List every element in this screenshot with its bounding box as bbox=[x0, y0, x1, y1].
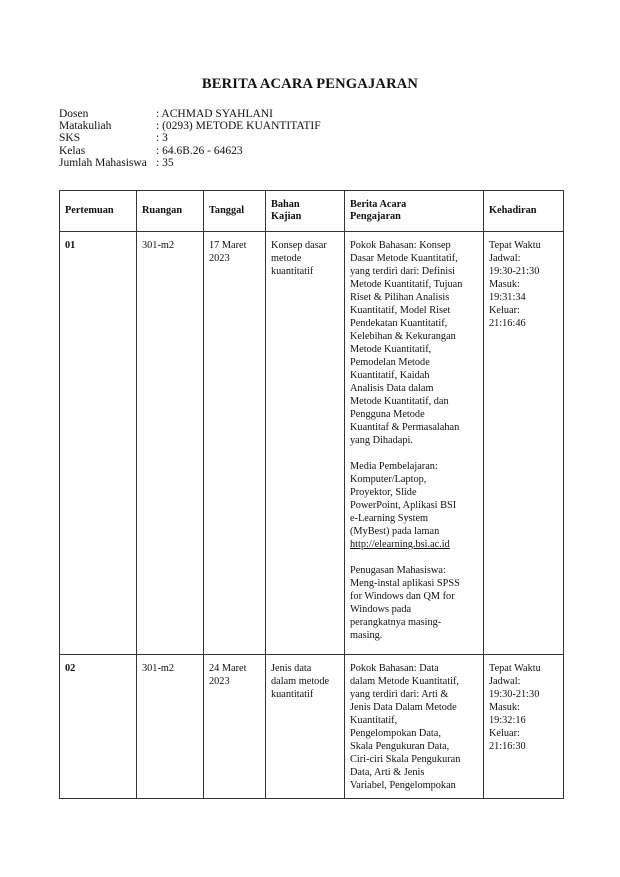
info-value: : 3 bbox=[156, 132, 168, 145]
elearning-link[interactable]: http://elearning.bsi.ac.id bbox=[350, 539, 450, 550]
pokok-bahasan-text: Pokok Bahasan: Data dalam Metode Kuantitatif, yang terdiri dari: Arti & Jenis Data Dalam Metode Kuantitatif, Pengelompokan Data, Skala Pengukuran Data, Ciri-ciri Skala Pengukuran Data, Arti & Jenis Variabel, Pengelompokan bbox=[350, 663, 461, 791]
info-label: Jumlah Mahasiswa bbox=[59, 156, 147, 169]
header-tanggal: Tanggal bbox=[204, 191, 266, 232]
cell-tanggal: 17 Maret 2023 bbox=[204, 232, 266, 655]
info-value: : 64.6B.26 - 64623 bbox=[156, 144, 243, 157]
header-pertemuan: Pertemuan bbox=[60, 191, 137, 232]
cell-tanggal: 24 Maret 2023 bbox=[204, 655, 266, 799]
penugasan-text: Penugasan Mahasiswa: Meng-instal aplikasi SPSS for Windows dan QM for Windows pada perangkatnya masing- masing. bbox=[350, 565, 460, 641]
cell-berita-acara bbox=[345, 232, 484, 655]
table-row bbox=[60, 655, 564, 799]
header-bahan-kajian: Bahan Kajian bbox=[266, 191, 345, 232]
info-row-kelas bbox=[59, 145, 321, 157]
course-info bbox=[59, 108, 321, 169]
media-pembelajaran-text: Media Pembelajaran: Komputer/Laptop, Proyektor, Slide PowerPoint, Aplikasi BSI e-Learning System (MyBest) pada laman bbox=[350, 461, 457, 537]
cell-bahan-kajian: Jenis data dalam metode kuantitatif bbox=[266, 655, 345, 799]
info-row-matakuliah bbox=[59, 120, 321, 132]
info-label: Matakuliah bbox=[59, 120, 112, 133]
cell-berita-acara bbox=[345, 655, 484, 799]
cell-kehadiran: Tepat Waktu Jadwal: 19:30-21:30 Masuk: 19:31:34 Keluar: 21:16:46 bbox=[484, 232, 564, 655]
info-row-sks bbox=[59, 132, 321, 144]
info-value: : 35 bbox=[156, 156, 174, 169]
cell-ruangan: 301-m2 bbox=[137, 655, 204, 799]
cell-ruangan: 301-m2 bbox=[137, 232, 204, 655]
attendance-table bbox=[59, 190, 564, 799]
header-kehadiran: Kehadiran bbox=[484, 191, 564, 232]
table-header-row bbox=[60, 191, 564, 232]
page-title: BERITA ACARA PENGAJARAN bbox=[201, 76, 419, 92]
cell-pertemuan: 02 bbox=[60, 655, 137, 799]
info-value: : ACHMAD SYAHLANI bbox=[156, 108, 273, 120]
table-row bbox=[60, 232, 564, 655]
info-row-jumlah bbox=[59, 157, 321, 169]
cell-pertemuan: 01 bbox=[60, 232, 137, 655]
header-berita-acara: Berita Acara Pengajaran bbox=[345, 191, 484, 232]
pokok-bahasan-text: Pokok Bahasan: Konsep Dasar Metode Kuantitatif, yang terdiri dari: Definisi Metode Kuantitatif, Tujuan Riset & Pilihan Analisis Kuantitatif, Model Riset Pendekatan Kuantitatif, Kelebihan & Kekurangan Metode Kuantitatif, Pemodelan Metode Kuantitatif, Kaidah Analisis Data dalam Metode Kuantitatif, dan Pengguna Metode Kuantitaf & Permasalahan yang Dihadapi. bbox=[350, 240, 463, 446]
info-label: Kelas bbox=[59, 144, 86, 157]
info-row-dosen bbox=[59, 108, 321, 120]
info-value: : (0293) METODE KUANTITATIF bbox=[156, 120, 321, 133]
info-label: SKS bbox=[59, 132, 81, 145]
header-ruangan: Ruangan bbox=[137, 191, 204, 232]
cell-kehadiran: Tepat Waktu Jadwal: 19:30-21:30 Masuk: 19:32:16 Keluar: 21:16:30 bbox=[484, 655, 564, 799]
cell-bahan-kajian: Konsep dasar metode kuantitatif bbox=[266, 232, 345, 655]
info-label: Dosen bbox=[59, 108, 89, 120]
